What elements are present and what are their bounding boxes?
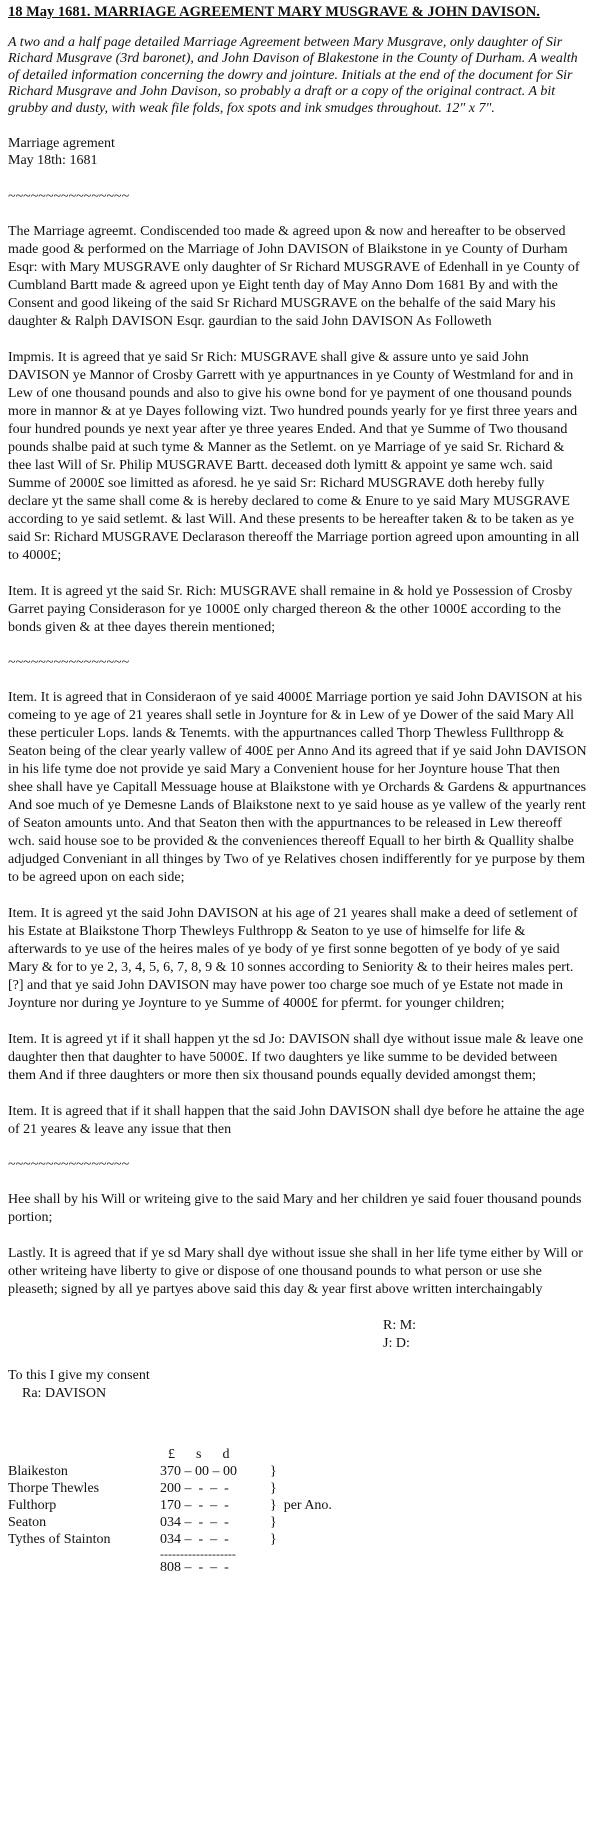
paragraph-item-2: Item. It is agreed that in Consideraon of ye said 4000£ Marriage portion ye said John DAVISON at his comeing to ye age of 21 yeares shall setle in Joynture for & in Lew of ye Dower of the said Mary All these perticuler Lops. lands & Tenemts. with the appurtnances called Thorp Thewless Fullthropp & Seaton being of the clear yearly vallew of 400£ per Anno And its agreed that if ye said John DAVISON in his life tyme doe not provide ye said Mary a Convenient house for her Joynture house That then shee shall have ye Capitall Messuage house at Blaikstone with ye Orchards & Gardens & appurtnances And soe much of ye Demesne Lands of Blaikstone next to ye said house as ye vallew of the yearly rent of Seaton amounts unto. And that Seaton then with the appurtnances to be released in Lew thereoff wch. said house soe to be provided & the conveniences thereoff Equall to her birth & Quallity shalbe adjudged Conveniant in all thinges by Two of ye Relatives chosen indifferently for ye purpose by them to be agreed upon on each side;	[8, 690, 587, 886]
rent-brace: }	[270, 1481, 277, 1497]
rent-amount: 370 – 00 – 00	[160, 1464, 237, 1480]
rent-place: Fulthorp	[8, 1498, 57, 1514]
paragraph-item-4: Item. It is agreed yt if it shall happen yt the sd Jo: DAVISON shall dye without issue male & leave one daughter then that daughter to have 5000£. If two daughters ye like summe to be devided between them And if three daughters or more then six thousand pounds equally devided amongst them;	[8, 1032, 584, 1084]
consent-line: To this I give my consent	[8, 1368, 150, 1384]
item-description: A two and a half page detailed Marriage Agreement between Mary Musgrave, only daughter of Sir Richard Musgrave (3rd baronet), and John Davison of Blakestone in the County of Durham. A wealth of detailed information concerning the dowry and jointure. Initials at the end of the document for Sir Richard Musgrave and John Davison, so probably a draft or a copy of the original contract. A bit grubby and dusty, with weak file folds, fox spots and ink smudges throughout. 12" x 7".	[8, 35, 578, 116]
rent-place: Blaikeston	[8, 1464, 68, 1480]
table-row	[8, 1531, 332, 1548]
consent-block	[8, 1367, 587, 1403]
paragraph-continuation: Hee shall by his Will or writeing give to the said Mary and her children ye said fouer thousand pounds portion;	[8, 1192, 582, 1226]
heading-line-2: May 18th: 1681	[8, 153, 98, 169]
rent-brace: }	[270, 1464, 277, 1480]
table-row	[8, 1463, 332, 1480]
paragraph-preamble: The Marriage agreemt. Condiscended too made & agreed upon & now and hereafter to be observed made good & performed on the Marriage of John DAVISON of Blaikstone in ye County of Durham Esqr: with Mary MUSGRAVE only daughter of Sr Richard MUSGRAVE of Edenhall in ye County of Cumbland Bartt made & agreed upon ye Eight tenth day of May Anno Dom 1681 By and with the Consent and good likeing of the said Sr Richard MUSGRAVE on the behalfe of the said Mary his daughter & Ralph DAVISON Esqr. gaurdian to the said John DAVISON As Followeth	[8, 224, 580, 330]
heading-line-1: Marriage agrement	[8, 136, 115, 152]
rent-place: Seaton	[8, 1515, 47, 1531]
rent-amount: 200 – - – -	[160, 1481, 229, 1497]
signature-initials	[383, 1317, 587, 1353]
rent-brace: } per Ano.	[270, 1498, 332, 1514]
rent-place: Tythes of Stainton	[8, 1532, 111, 1548]
paragraph-lastly: Lastly. It is agreed that if ye sd Mary shall dye without issue she shall in her life tyme either by Will or other writeing have liberty to give or dispose of one thousand pounds to what person or use she pleaseth; signed by all ye partyes above said this day & year first above written interchaingably	[8, 1246, 583, 1298]
rent-place: Thorpe Thewles	[8, 1481, 100, 1497]
rent-amount: 170 – - – -	[160, 1498, 229, 1514]
consent-name: Ra: DAVISON	[22, 1386, 107, 1402]
paragraph-impmis: Impmis. It is agreed that ye said Sr Rich: MUSGRAVE shall give & assure unto ye said John DAVISON ye Mannor of Crosby Garrett with ye appurtnances in ye County of Westmland for and in Lew of one thousand pounds and also to give his owne bond for ye payment of one thousand pounds more in mannor & at ye Dayes following vizt. Two hundred pounds yearly for ye first three years and four hundred pounds ye next year after ye three yeares Ended. And that ye Summe of Two thousand pounds shalbe paid at such tyme & Manner as the Setlemt. on ye Marriage of ye said Sr. Richard & thee last Will of Sr. Philip MUSGRAVE Bartt. deceased doth lymitt & appoint ye same wch. said Summe of 2000£ soe limitted as aforesd. he ye said Sr: Richard MUSGRAVE doth hereby fully declare yt the same shall come & is hereby declared to come & Enure to ye said Mary MUSGRAVE according to ye said setlemt. & last Will. And these presents to be hereafter taken & to be taken as ye said Sr: Richard MUSGRAVE Declarason thereoff the Marriage portion agreed upon amounting in all to 4000£;	[8, 350, 580, 564]
rent-amount: 034 – - – -	[160, 1515, 229, 1531]
document-title: 18 May 1681. MARRIAGE AGREEMENT MARY MUSGRAVE & JOHN DAVISON.	[8, 4, 540, 20]
table-row	[8, 1480, 332, 1497]
separator: ~~~~~~~~~~~~~~~~	[8, 655, 130, 671]
agreement-heading	[8, 135, 587, 169]
separator: ~~~~~~~~~~~~~~~~	[8, 1157, 130, 1173]
rent-brace: }	[270, 1515, 277, 1531]
total-rule: -------------------	[160, 1547, 236, 1562]
table-row	[8, 1497, 332, 1514]
signature-rm: R: M:	[383, 1318, 417, 1334]
rent-column-headers: £ s d	[168, 1447, 230, 1463]
signature-jd: J: D:	[383, 1336, 410, 1352]
rent-amount: 034 – - – -	[160, 1532, 229, 1548]
paragraph-item-1: Item. It is agreed yt the said Sr. Rich: MUSGRAVE shall remaine in & hold ye Possession of Crosby Garret paying Considerason for ye 1000£ only charged thereon & the other 1000£ according to the bonds given & at thee dayes therein mentioned;	[8, 584, 573, 636]
paragraph-item-3: Item. It is agreed yt the said John DAVISON at his age of 21 yeares shall make a deed of setlement of his Estate at Blaikstone Thorp Thewleys Fulthropp & Seaton to ye use of himselfe for life & afterwards to ye use of the heires males of ye body of ye first sonne begotten of ye body of ye said Mary & for to ye 2, 3, 4, 5, 6, 7, 8, 9 & 10 sonnes according to Seniority & to their heires males pert. [?] and that ye said John DAVISON may have power too charge soe much of ye Estate not made in Joynture nor during ye Joynture to ye Summe of 4000£ for pfermt. for younger children;	[8, 906, 578, 1012]
table-row	[8, 1514, 332, 1531]
rent-table	[8, 1463, 332, 1548]
separator: ~~~~~~~~~~~~~~~~	[8, 189, 130, 205]
rent-brace: }	[270, 1532, 277, 1548]
rent-total: 808 – - – -	[160, 1560, 229, 1576]
paragraph-item-5: Item. It is agreed that if it shall happen that the said John DAVISON shall dye before he attaine the age of 21 yeares & leave any issue that then	[8, 1104, 585, 1138]
